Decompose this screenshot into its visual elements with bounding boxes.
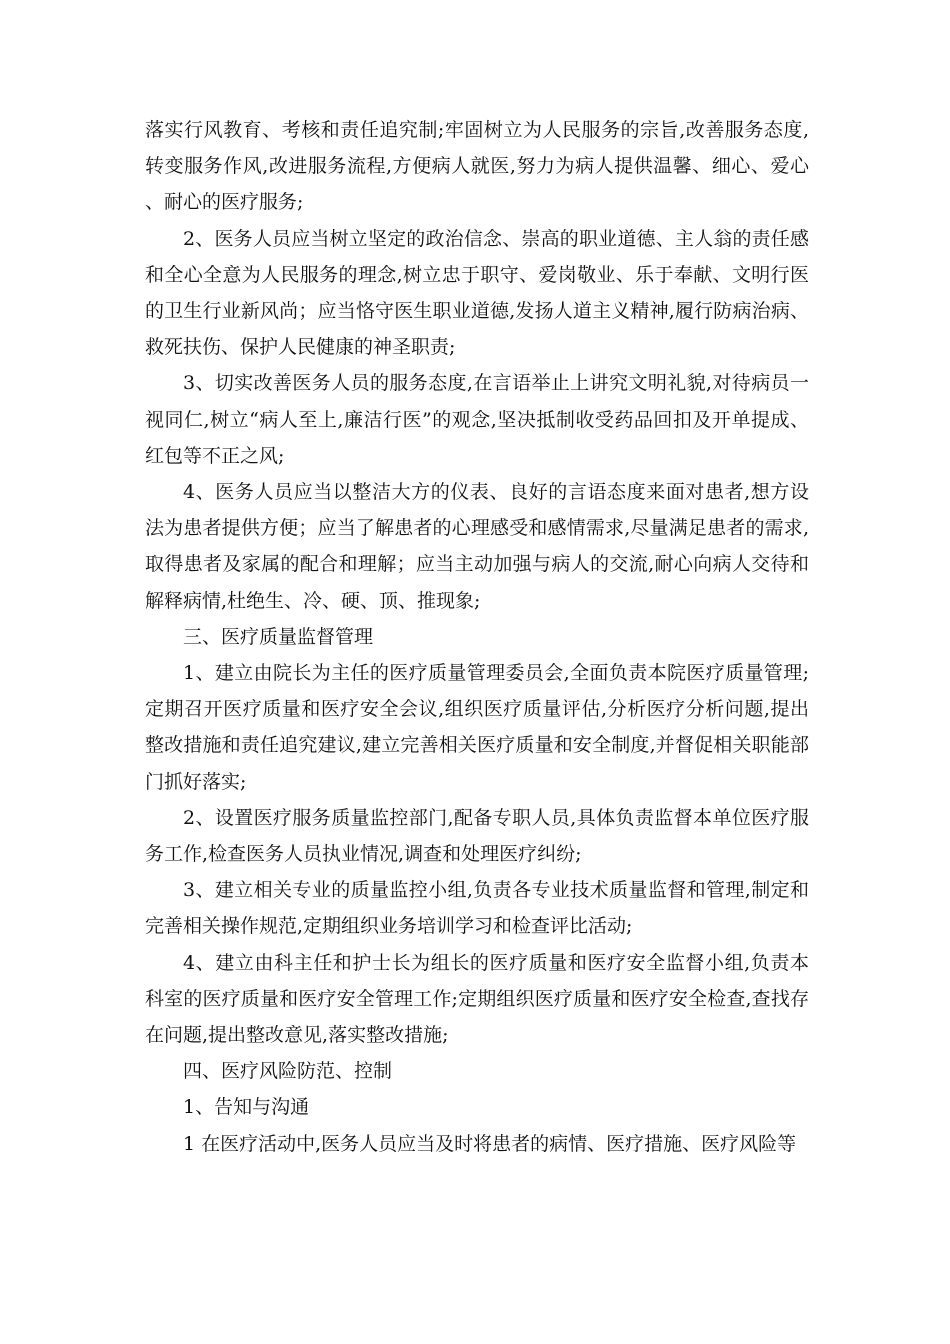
paragraph-service-attitude-continued: 落实行风教育、考核和责任追究制;牢固树立为人民服务的宗旨,改善服务态度,转变服务作风,改进服务流程,方便病人就医,努力为病人提供温馨、细心、爱心、耐心的医疗服务; (145, 119, 809, 214)
paragraph-item-4-department-safety-groups: 4、建立由科主任和护士长为组长的医疗质量和医疗安全监督小组,负责本科室的医疗质量和医疗安全管理工作;定期组织医疗质量和医疗安全检查,查找存在问题,提出整改意见,落实整改措施; (145, 951, 809, 1047)
paragraph-item-2-quality-monitoring-dept: 2、设置医疗服务质量监控部门,配备专职人员,具体负责监督本单位医疗服务工作,检查医务人员执业情况,调查和处理医疗纠纷; (145, 806, 809, 866)
section-heading-quality-supervision: 三、医疗质量监督管理 (183, 625, 374, 648)
paragraph-item-3-service-attitude: 3、切实改善医务人员的服务态度,在言语举止上讲究文明礼貌,对待病员一视同仁,树立“病人至上,廉洁行医”的观念,坚决抵制收受药品回扣及开单提成、红包等不正之风; (145, 372, 809, 467)
subheading-notification-communication: 1、告知与沟通 (183, 1096, 310, 1119)
paragraph-item-3-quality-control-groups: 3、建立相关专业的质量监控小组,负责各专业技术质量监督和管理,制定和完善相关操作规范,定期组织业务培训学习和检查评比活动; (145, 879, 809, 938)
paragraph-notification-item-1: 1 在医疗活动中,医务人员应当及时将患者的病情、医疗措施、医疗风险等 (183, 1132, 797, 1155)
paragraph-item-4-patient-communication: 4、医务人员应当以整洁大方的仪表、良好的言语态度来面对患者,想方设法为患者提供方便；应当了解患者的心理感受和感情需求,尽量满足患者的需求,取得患者及家属的配合和理解；应当主动加强与病人的交流,耐心向病人交待和解释病情,杜绝生、冷、硬、顶、推现象; (145, 481, 809, 612)
document-page (145, 112, 809, 1162)
section-heading-risk-prevention: 四、医疗风险防范、控制 (183, 1060, 393, 1083)
paragraph-item-2-professional-ethics: 2、医务人员应当树立坚定的政治信念、崇高的职业道德、主人翁的责任感和全心全意为人民服务的理念,树立忠于职守、爱岗敬业、乐于奉献、文明行医的卫生行业新风尚；应当恪守医生职业道德,发扬人道主义精神,履行防病治病、救死扶伤、保护人民健康的神圣职责; (145, 227, 809, 359)
paragraph-item-1-quality-committee: 1、建立由院长为主任的医疗质量管理委员会,全面负责本院医疗质量管理;定期召开医疗质量和医疗安全会议,组织医疗质量评估,分析医疗分析问题,提出整改措施和责任追究建议,建立完善相关医疗质量和安全制度,并督促相关职能部门抓好落实; (145, 662, 809, 793)
